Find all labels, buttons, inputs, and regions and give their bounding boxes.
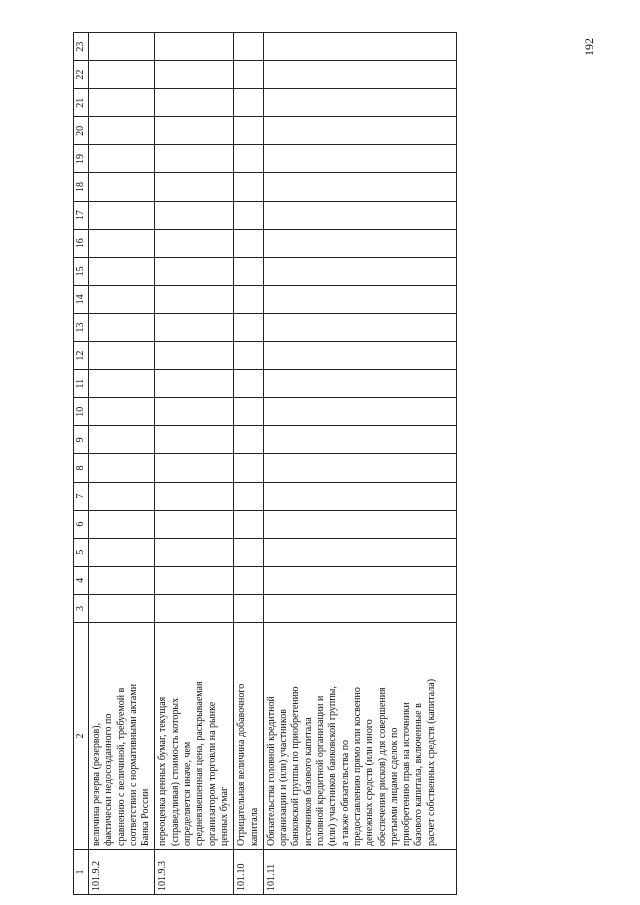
empty-cell bbox=[89, 342, 155, 370]
header-cell: 2 bbox=[74, 623, 89, 850]
empty-cell bbox=[89, 510, 155, 538]
description-line: Обязательства головной кредитной bbox=[265, 696, 277, 846]
header-cell: 12 bbox=[74, 342, 89, 370]
header-cell: 11 bbox=[74, 370, 89, 398]
header-row bbox=[74, 33, 89, 895]
empty-cell bbox=[89, 173, 155, 201]
header-cell: 8 bbox=[74, 454, 89, 482]
empty-cell bbox=[234, 145, 264, 173]
table-container bbox=[73, 33, 457, 895]
description-line: приобретению прав на источники bbox=[401, 702, 413, 846]
header-cell: 22 bbox=[74, 61, 89, 89]
description-line: соответствии с нормативными актами bbox=[127, 683, 139, 846]
empty-cell bbox=[89, 594, 155, 622]
empty-cell bbox=[234, 594, 264, 622]
page-number: 192 bbox=[582, 38, 596, 56]
description-line: величина резерва (резервов), bbox=[91, 722, 102, 846]
header-cell: 21 bbox=[74, 89, 89, 117]
empty-cell bbox=[89, 201, 155, 229]
empty-cell bbox=[263, 370, 456, 398]
empty-cell bbox=[155, 370, 234, 398]
empty-cell bbox=[155, 594, 234, 622]
empty-cell bbox=[263, 89, 456, 117]
description-line: организации и (или) участников bbox=[278, 709, 290, 846]
empty-cell bbox=[89, 229, 155, 257]
empty-cell bbox=[155, 398, 234, 426]
header-cell: 15 bbox=[74, 257, 89, 285]
empty-cell bbox=[234, 426, 264, 454]
empty-cell bbox=[89, 145, 155, 173]
header-cell: 18 bbox=[74, 173, 89, 201]
header-cell: 6 bbox=[74, 510, 89, 538]
empty-cell bbox=[234, 538, 264, 566]
empty-cell bbox=[89, 398, 155, 426]
empty-cell bbox=[89, 370, 155, 398]
empty-cell bbox=[89, 117, 155, 145]
empty-cell bbox=[263, 201, 456, 229]
empty-cell bbox=[234, 89, 264, 117]
description-line: (или) участников банковской группы, bbox=[327, 686, 339, 846]
description-line: переоценка ценных бумаг, текущая bbox=[157, 696, 169, 846]
empty-cell bbox=[155, 61, 234, 89]
empty-cell bbox=[234, 173, 264, 201]
empty-cell bbox=[89, 566, 155, 594]
empty-cell bbox=[155, 538, 234, 566]
header-cell: 23 bbox=[74, 33, 89, 61]
description-line: организатором торговли на рынке bbox=[206, 701, 218, 846]
header-cell: 16 bbox=[74, 229, 89, 257]
description-line: ценных бумаг bbox=[218, 786, 230, 846]
row-code: 101.10 bbox=[234, 850, 264, 895]
empty-cell bbox=[263, 482, 456, 510]
row-description bbox=[89, 623, 155, 850]
row-code: 101.11 bbox=[263, 850, 456, 895]
header-cell: 1 bbox=[74, 850, 89, 895]
table-row bbox=[263, 33, 456, 895]
description-line: обеспечения рисков) для совершения bbox=[376, 687, 388, 846]
empty-cell bbox=[234, 454, 264, 482]
table-row bbox=[155, 33, 234, 895]
empty-cell bbox=[155, 229, 234, 257]
header-cell: 20 bbox=[74, 117, 89, 145]
empty-cell bbox=[234, 510, 264, 538]
description-line: предоставлению прямо или косвенно bbox=[351, 687, 363, 846]
empty-cell bbox=[234, 285, 264, 313]
description-line: капитала bbox=[248, 807, 260, 846]
description-line: головной кредитной организации и bbox=[315, 695, 327, 846]
description-line: Отрицательная величина добавочного bbox=[236, 683, 248, 846]
row-code: 101.9.3 bbox=[155, 850, 234, 895]
row-code: 101.9.2 bbox=[89, 850, 155, 895]
empty-cell bbox=[155, 426, 234, 454]
empty-cell bbox=[155, 117, 234, 145]
empty-cell bbox=[263, 594, 456, 622]
empty-cell bbox=[263, 285, 456, 313]
empty-cell bbox=[155, 482, 234, 510]
empty-cell bbox=[234, 342, 264, 370]
empty-cell bbox=[234, 61, 264, 89]
empty-cell bbox=[263, 117, 456, 145]
empty-cell bbox=[263, 398, 456, 426]
empty-cell bbox=[155, 89, 234, 117]
empty-cell bbox=[234, 201, 264, 229]
empty-cell bbox=[234, 482, 264, 510]
empty-cell bbox=[89, 454, 155, 482]
empty-cell bbox=[263, 538, 456, 566]
description-line: фактически недосозданного по bbox=[103, 713, 115, 846]
empty-cell bbox=[155, 145, 234, 173]
empty-cell bbox=[234, 117, 264, 145]
header-cell: 13 bbox=[74, 313, 89, 341]
empty-cell bbox=[263, 426, 456, 454]
empty-cell bbox=[234, 257, 264, 285]
empty-cell bbox=[234, 370, 264, 398]
empty-cell bbox=[263, 145, 456, 173]
description-line: а также обязательства по bbox=[339, 739, 351, 846]
empty-cell bbox=[263, 313, 456, 341]
description-line: базового капитала, включенные в bbox=[413, 703, 425, 846]
empty-cell bbox=[89, 257, 155, 285]
empty-cell bbox=[155, 173, 234, 201]
row-description bbox=[234, 623, 264, 850]
empty-cell bbox=[155, 454, 234, 482]
empty-cell bbox=[263, 566, 456, 594]
empty-cell bbox=[263, 454, 456, 482]
empty-cell bbox=[155, 566, 234, 594]
description-line: расчет собственных средств (капитала) bbox=[425, 678, 437, 846]
empty-cell bbox=[155, 510, 234, 538]
empty-cell bbox=[263, 61, 456, 89]
description-line: определяется иначе, чем bbox=[182, 741, 194, 846]
description-line: источников базового капитала bbox=[302, 717, 314, 846]
header-cell: 4 bbox=[74, 566, 89, 594]
empty-cell bbox=[155, 201, 234, 229]
empty-cell bbox=[234, 398, 264, 426]
empty-cell bbox=[155, 285, 234, 313]
data-table bbox=[73, 32, 457, 895]
description-line: Банка России bbox=[140, 788, 152, 846]
empty-cell bbox=[155, 342, 234, 370]
empty-cell bbox=[155, 257, 234, 285]
description-line: средневзвешенная цена, раскрываемая bbox=[194, 681, 206, 846]
row-description bbox=[155, 623, 234, 850]
empty-cell bbox=[89, 285, 155, 313]
empty-cell bbox=[234, 566, 264, 594]
description-line: третьими лицами сделок по bbox=[388, 727, 400, 846]
header-cell: 10 bbox=[74, 398, 89, 426]
empty-cell bbox=[263, 229, 456, 257]
header-cell: 9 bbox=[74, 426, 89, 454]
empty-cell bbox=[89, 89, 155, 117]
description-line: денежных средств (или иного bbox=[364, 719, 376, 846]
description-line: банковской группы по приобретению bbox=[290, 686, 302, 846]
empty-cell bbox=[89, 538, 155, 566]
empty-cell bbox=[263, 510, 456, 538]
header-cell: 14 bbox=[74, 285, 89, 313]
header-cell: 7 bbox=[74, 482, 89, 510]
description-line: (справедливая) стоимость которых bbox=[169, 697, 181, 846]
empty-cell bbox=[263, 173, 456, 201]
empty-cell bbox=[263, 33, 456, 61]
empty-cell bbox=[263, 257, 456, 285]
table-row bbox=[89, 33, 155, 895]
row-description bbox=[263, 623, 456, 850]
empty-cell bbox=[234, 229, 264, 257]
empty-cell bbox=[155, 33, 234, 61]
header-cell: 3 bbox=[74, 594, 89, 622]
empty-cell bbox=[89, 33, 155, 61]
empty-cell bbox=[89, 426, 155, 454]
table-row bbox=[234, 33, 264, 895]
empty-cell bbox=[234, 33, 264, 61]
empty-cell bbox=[155, 313, 234, 341]
empty-cell bbox=[89, 313, 155, 341]
empty-cell bbox=[234, 313, 264, 341]
empty-cell bbox=[263, 342, 456, 370]
header-cell: 19 bbox=[74, 145, 89, 173]
description-line: сравнению с величиной, требуемой в bbox=[115, 687, 127, 846]
header-cell: 17 bbox=[74, 201, 89, 229]
header-cell: 5 bbox=[74, 538, 89, 566]
empty-cell bbox=[89, 482, 155, 510]
empty-cell bbox=[89, 61, 155, 89]
